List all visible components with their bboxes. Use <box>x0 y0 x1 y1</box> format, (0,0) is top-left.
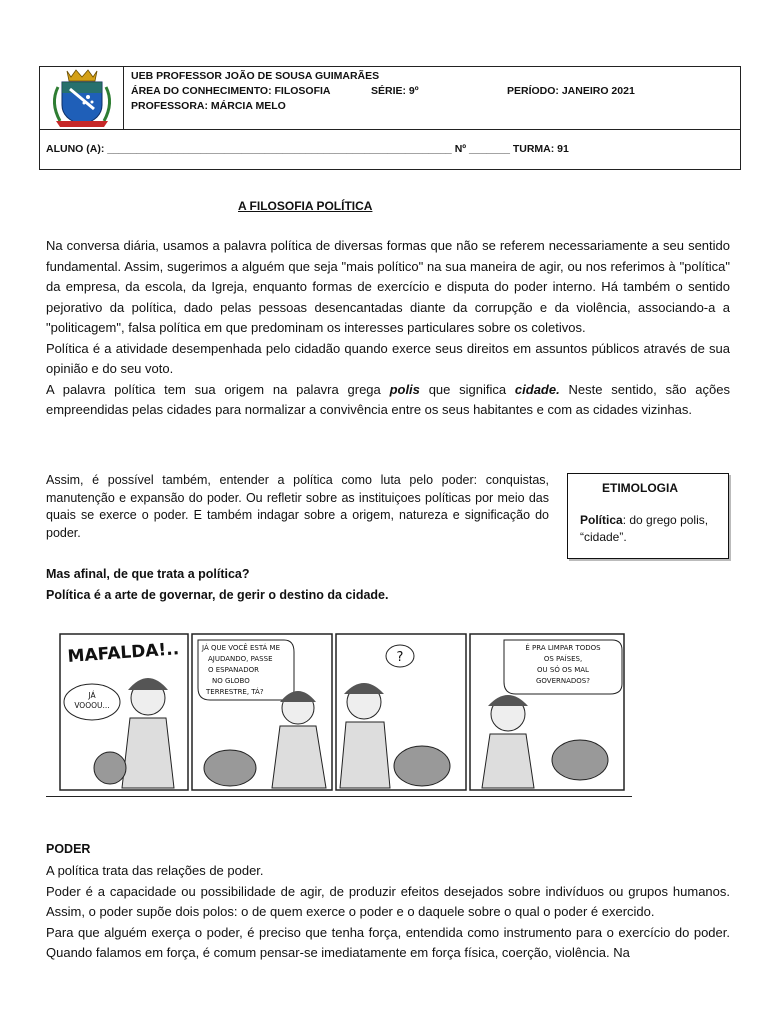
etymology-body <box>580 512 724 546</box>
header-box <box>39 66 741 170</box>
page-title: A FILOSOFIA POLÍTICA <box>238 199 373 213</box>
power-paragraph: Assim, é possível também, entender a política como luta pelo poder: conquistas, manutenção e expansão do poder. Ou refletir sobre as instituiçoes políticas por meio das quais se exerce o poder. E também indagar sobre a origem, natureza e significação do poder. <box>46 473 549 540</box>
logo-cell <box>40 67 124 129</box>
comic-panel1-line2: VOOOU... <box>74 701 110 710</box>
period-label: PERÍODO: JANEIRO 2021 <box>507 85 635 97</box>
comic-panel1-line1: JÁ <box>88 691 96 700</box>
comic-underline <box>46 796 632 797</box>
comic-panel2-line1: JÁ QUE VOCÊ ESTÁ ME <box>202 644 281 652</box>
etymology-definition: : do grego polis, “cidade”. <box>580 513 709 544</box>
header-divider <box>40 129 740 130</box>
poder-paragraph-3: Para que alguém exerça o poder, é preciso que tenha força, entendida como instrumento para o exercício do poder. Quando falamos em força, é comum pensar-se imediatamente em força física, coerção, violência. Na <box>46 924 730 960</box>
comic-panel4-line2: OS PAÍSES, <box>543 655 583 663</box>
poder-paragraph-2: Poder é a capacidade ou possibilidade de agir, de produzir efeitos desejados sobre indivíduos ou grupos humanos. Assim, o poder supõe dois polos: o de quem exerce o poder e o daquele sobre o qual o poder é exercido. <box>46 883 730 919</box>
term-cidade: cidade. <box>514 381 560 397</box>
term-polis: polis <box>389 381 420 397</box>
subject-area: ÁREA DO CONHECIMENTO: FILOSOFIA <box>131 85 331 97</box>
student-line: ALUNO (A): ___________________________________________________________ Nº _______ TURMA: 91 <box>46 143 569 155</box>
header-info <box>131 69 635 114</box>
comic-panel2-line2: AJUDANDO, PASSE <box>208 655 273 663</box>
poder-paragraph-1: A política trata das relações de poder. <box>46 863 264 878</box>
etymology-term: Política <box>580 513 623 527</box>
intro-paragraph-2: Política é a atividade desempenhada pelo cidadão quando exerce seus direitos em assuntos públicos através de sua opinião e do seu voto. <box>46 340 730 376</box>
coat-of-arms-logo <box>40 67 124 129</box>
question-text: Mas afinal, de que trata a política? <box>46 567 250 581</box>
text-span: que significa <box>419 381 515 397</box>
text-span: A palavra política tem sua origem na palavra grega <box>46 381 390 397</box>
comic-panel2-line5: TERRESTRE, TÁ? <box>206 688 264 696</box>
comic-panel2-line3: O ESPANADOR <box>208 666 259 674</box>
teacher-name: PROFESSORA: MÁRCIA MELO <box>131 100 286 112</box>
mafalda-comic-strip <box>50 628 630 798</box>
etymology-box <box>567 473 729 559</box>
grade-label: SÉRIE: 9º <box>371 85 419 97</box>
comic-panel1-title: MAFALDA!.. <box>66 639 180 667</box>
etymology-heading: ETIMOLOGIA <box>602 481 678 495</box>
comic-panel3-mark: ? <box>396 650 404 665</box>
answer-text: Política é a arte de governar, de gerir o destino da cidade. <box>46 588 389 602</box>
text-span: Neste sentido, são ações empreendidas pelas cidades para normalizar a convivência entre os seus habitantes e com as cidades vizinhas. <box>46 381 730 417</box>
comic-panel4-line3: OU SÓ OS MAL <box>537 666 589 674</box>
intro-text <box>46 236 730 421</box>
comic-panel4-line4: GOVERNADOS? <box>536 677 590 685</box>
intro-paragraph-1: Na conversa diária, usamos a palavra política de diversas formas que não se referem necessariamente a seu sentido fundamental. Assim, sugerimos a alguém que seja "mais político" na sua maneira de agir, ou nos referimos à "política" da empresa, da escola, da Igreja, enquanto formas de exercício e disputa do poder interno. Há também o sentido pejorativo da política, dado pelas pessoas desencantadas diante da corrupção e da violência, associando-a a "politicagem", falsa política em que predominam os interesses particulares sobre os coletivos. <box>46 238 730 335</box>
school-name: UEB PROFESSOR JOÃO DE SOUSA GUIMARÃES <box>131 70 380 82</box>
section-heading-poder: PODER <box>46 842 91 856</box>
intro-paragraph-3 <box>46 380 730 421</box>
comic-panel2-line4: NO GLOBO <box>212 677 250 685</box>
poder-text <box>46 861 730 964</box>
comic-panel4-line1: É PRA LIMPAR TODOS <box>525 644 601 652</box>
